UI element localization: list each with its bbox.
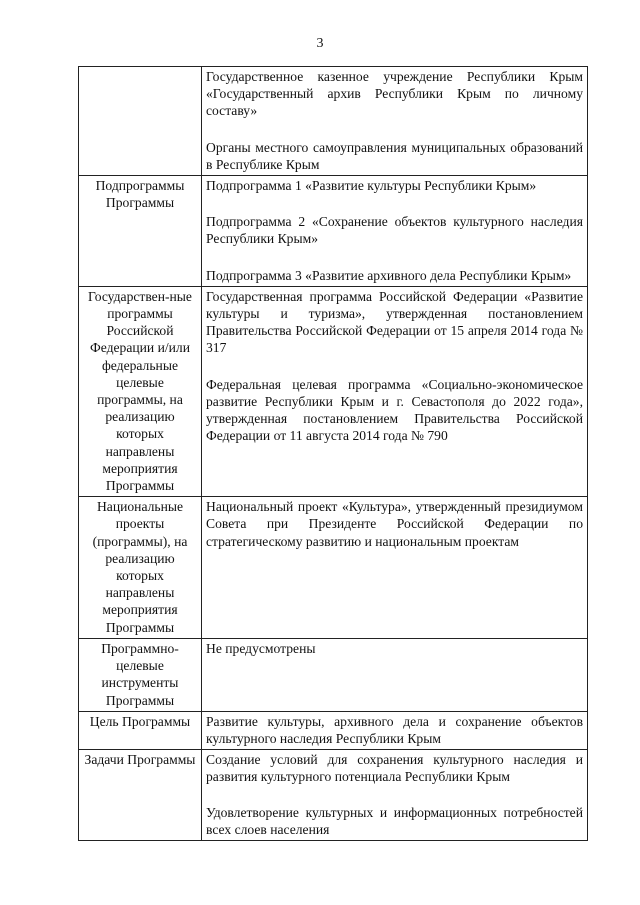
row-label — [79, 67, 202, 176]
row-label: Подпрограммы Программы — [79, 176, 202, 287]
row-label: Программно-целевые инструменты Программы — [79, 638, 202, 711]
row-value — [202, 711, 588, 749]
row-value — [202, 176, 588, 287]
paragraph: Национальный проект «Культура», утвержденный президиумом Совета при Президенте Российской Федерации по стратегическому развитию и национальным проектам — [206, 499, 583, 549]
row-value — [202, 497, 588, 639]
table-row — [79, 638, 588, 711]
program-passport-table — [78, 66, 588, 841]
row-value — [202, 286, 588, 496]
table-row — [79, 286, 588, 496]
table-row — [79, 711, 588, 749]
row-value — [202, 67, 588, 176]
row-label: Задачи Программы — [79, 750, 202, 841]
row-label: Цель Программы — [79, 711, 202, 749]
table-row — [79, 497, 588, 639]
page-number: 3 — [316, 36, 324, 51]
table-row — [79, 176, 588, 287]
table-row — [79, 67, 588, 176]
paragraph: Не предусмотрены — [206, 640, 316, 656]
paragraph: Подпрограмма 1 «Развитие культуры Республики Крым» — [206, 178, 537, 194]
paragraph: Подпрограмма 3 «Развитие архивного дела Республики Крым» — [206, 267, 572, 283]
paragraph: Государственное казенное учреждение Республики Крым «Государственный архив Республики Крым по личному составу» — [206, 69, 583, 119]
paragraph: Создание условий для сохранения культурного наследия и развития культурного потенциала Республики Крым — [206, 752, 583, 785]
row-value — [202, 750, 588, 841]
paragraph: Государственная программа Российской Федерации «Развитие культуры и туризма», утвержденная постановлением Правительства Российской Федерации от 15 апреля 2014 года № 317 — [206, 288, 583, 356]
paragraph: Развитие культуры, архивного дела и сохранение объектов культурного наследия Республики Крым — [206, 713, 583, 746]
row-value — [202, 638, 588, 711]
row-label: Национальные проекты (программы), на реализацию которых направлены мероприятия Программы — [79, 497, 202, 639]
paragraph: Подпрограмма 2 «Сохранение объектов культурного наследия Республики Крым» — [206, 214, 583, 247]
paragraph: Органы местного самоуправления муниципальных образований в Республике Крым — [206, 139, 583, 172]
paragraph: Федеральная целевая программа «Социально-экономическое развитие Республики Крым и г. Севастополя до 2022 года», утвержденная постановлением Правительства Российской Федерации от 11 августа 2014 года № 790 — [206, 376, 583, 444]
row-label: Государствен-ные программы Российской Федерации и/или федеральные целевые программы, на реализацию которых направлены мероприятия Программы — [79, 286, 202, 496]
paragraph: Удовлетворение культурных и информационных потребностей всех слоев населения — [206, 804, 583, 837]
table-row — [79, 750, 588, 841]
